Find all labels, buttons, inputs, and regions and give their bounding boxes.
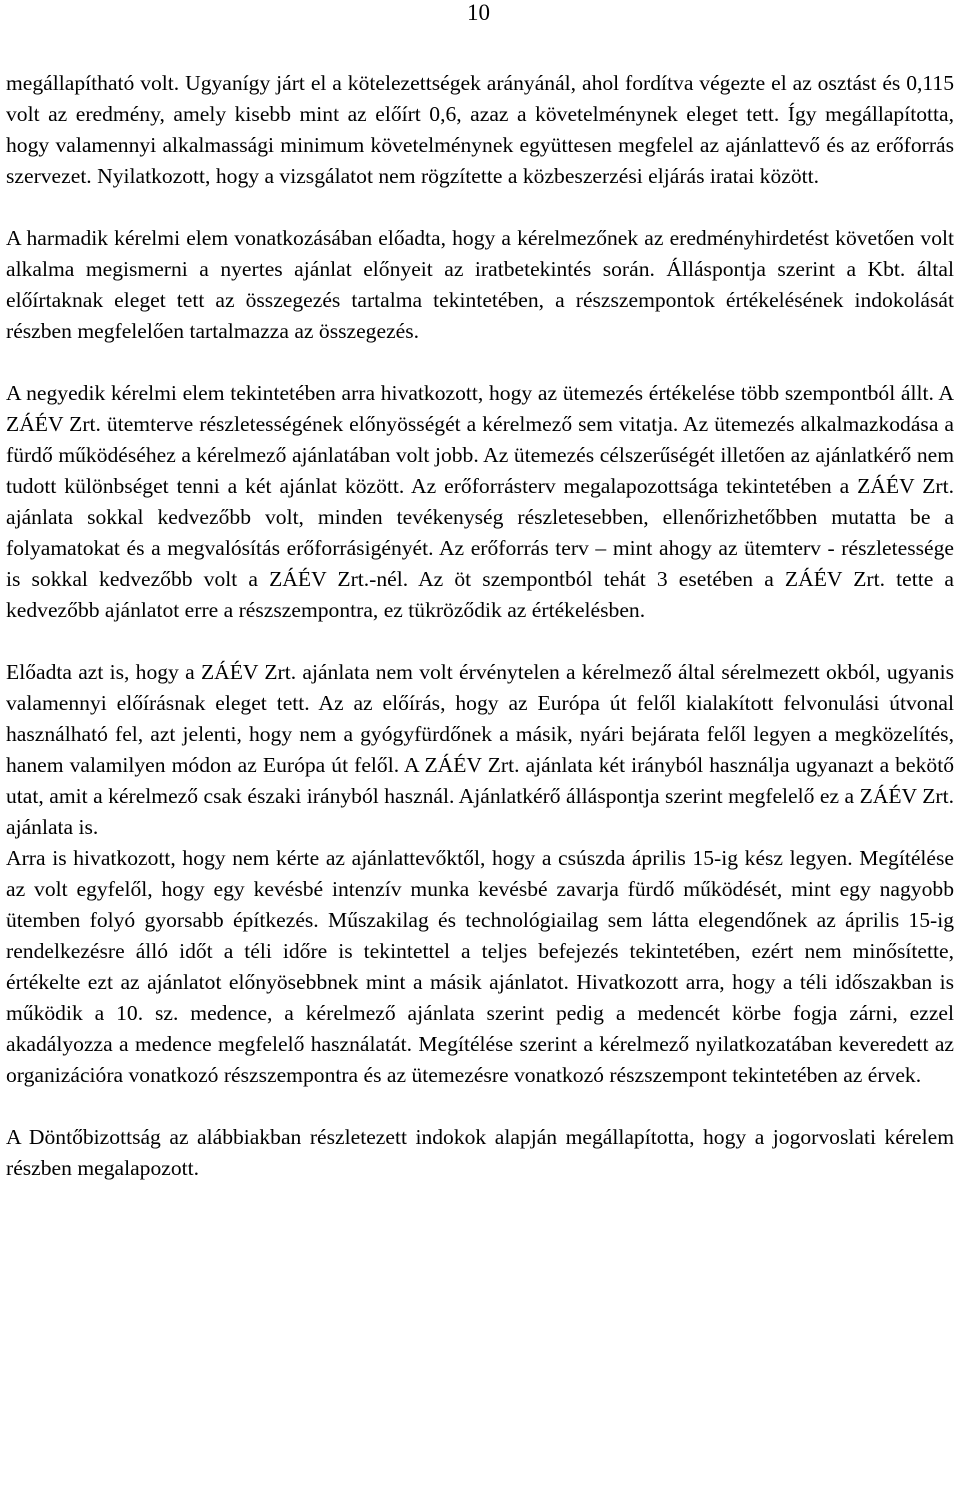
- paragraph: Előadta azt is, hogy a ZÁÉV Zrt. ajánlata nem volt érvénytelen a kérelmező által sérelmezett okból, ugyanis valamennyi előírásnak eleget tett. Az az előírás, hogy az Európa út felől kialakított felvonulási útvonal használható fel, azt jelenti, hogy nem a gyógyfürdőnek a másik, nyári bejárata felől legyen a megközelítés, hanem valamilyen módon az Európa út felől. A ZÁÉV Zrt. ajánlata két irányból használja ugyanazt a bekötő utat, amit a kérelmező csak északi irányból használ. Ajánlatkérő álláspontja szerint megfelelő ez a ZÁÉV Zrt. ajánlata is.: [6, 660, 954, 839]
- paragraph: A harmadik kérelmi elem vonatkozásában előadta, hogy a kérelmezőnek az eredményhirdetést követően volt alkalma megismerni a nyertes ajánlat előnyeit az iratbetekintés során. Álláspontja szerint a Kbt. által előírtaknak eleget tett az összegezés tartalma tekintetében, a részszempontok értékelésének indokolását részben megfelelően tartalmazza az összegezés.: [6, 226, 954, 343]
- paragraph: megállapítható volt. Ugyanígy járt el a kötelezettségek arányánál, ahol fordítva végezte el az osztást és 0,115 volt az eredmény, amely kisebb mint az előírt 0,6, azaz a követelménynek eleget tett. Így megállapította, hogy valamennyi alkalmassági minimum követelménynek együttesen megfelel az ajánlattevő és az erőforrás szervezet. Nyilatkozott, hogy a vizsgálatot nem rögzítette a közbeszerzési eljárás iratai között.: [6, 71, 954, 188]
- page-number: 10: [467, 0, 490, 25]
- paragraph: Arra is hivatkozott, hogy nem kérte az ajánlattevőktől, hogy a csúszda április 15-ig kész legyen. Megítélése az volt egyfelől, hogy egy kevésbé intenzív munka kevésbé zavarja fürdő működését, mint egy nagyobb ütemben folyó gyorsabb építkezés. Műszakilag és technológiailag sem látta elegendőnek az április 15-ig rendelkezésre álló időt a téli időre is tekintettel a teljes befejezés tekintetében, ezért nem minősítette, értékelte ezt az ajánlatot előnyösebbnek mint a másik ajánlatot. Hivatkozott arra, hogy a téli időszakban is működik a 10. sz. medence, a kérelmező ajánlata szerint pedig a medencét körbe fogja zárni, ezzel akadályozza a medence megfelelő használatát. Megítélése szerint a kérelmező nyilatkozatában keveredett az organizációra vonatkozó részszempontra és az ütemezésre vonatkozó részszempont tekintetében az érvek.: [6, 846, 954, 1087]
- paragraph: A negyedik kérelmi elem tekintetében arra hivatkozott, hogy az ütemezés értékelése több szempontból állt. A ZÁÉV Zrt. ütemterve részletességének előnyösségét a kérelmező sem vitatja. Az ütemezés alkalmazkodása a fürdő működéséhez a kérelmező ajánlatában volt jobb. Az ütemezés célszerűségét illetően az ajánlatkérő nem tudott különbséget tenni a két ajánlat között. Az erőforrásterv megalapozottsága tekintetében a ZÁÉV Zrt. ajánlata sokkal kedvezőbb volt, minden tevékenység részletesebben, ellenőrizhetőbben mutatta be a folyamatokat és a megvalósítás erőforrásigényét. Az erőforrás terv – mint ahogy az ütemterv - részletessége is sokkal kedvezőbb volt a ZÁÉV Zrt.-nél. Az öt szempontból tehát 3 esetében a ZÁÉV Zrt. tette a kedvezőbb ajánlatot erre a részszempontra, ez tükröződik az értékelésben.: [6, 381, 954, 622]
- document-body: [6, 68, 954, 1184]
- paragraph: A Döntőbizottság az alábbiakban részletezett indokok alapján megállapította, hogy a jogorvoslati kérelem részben megalapozott.: [6, 1125, 954, 1180]
